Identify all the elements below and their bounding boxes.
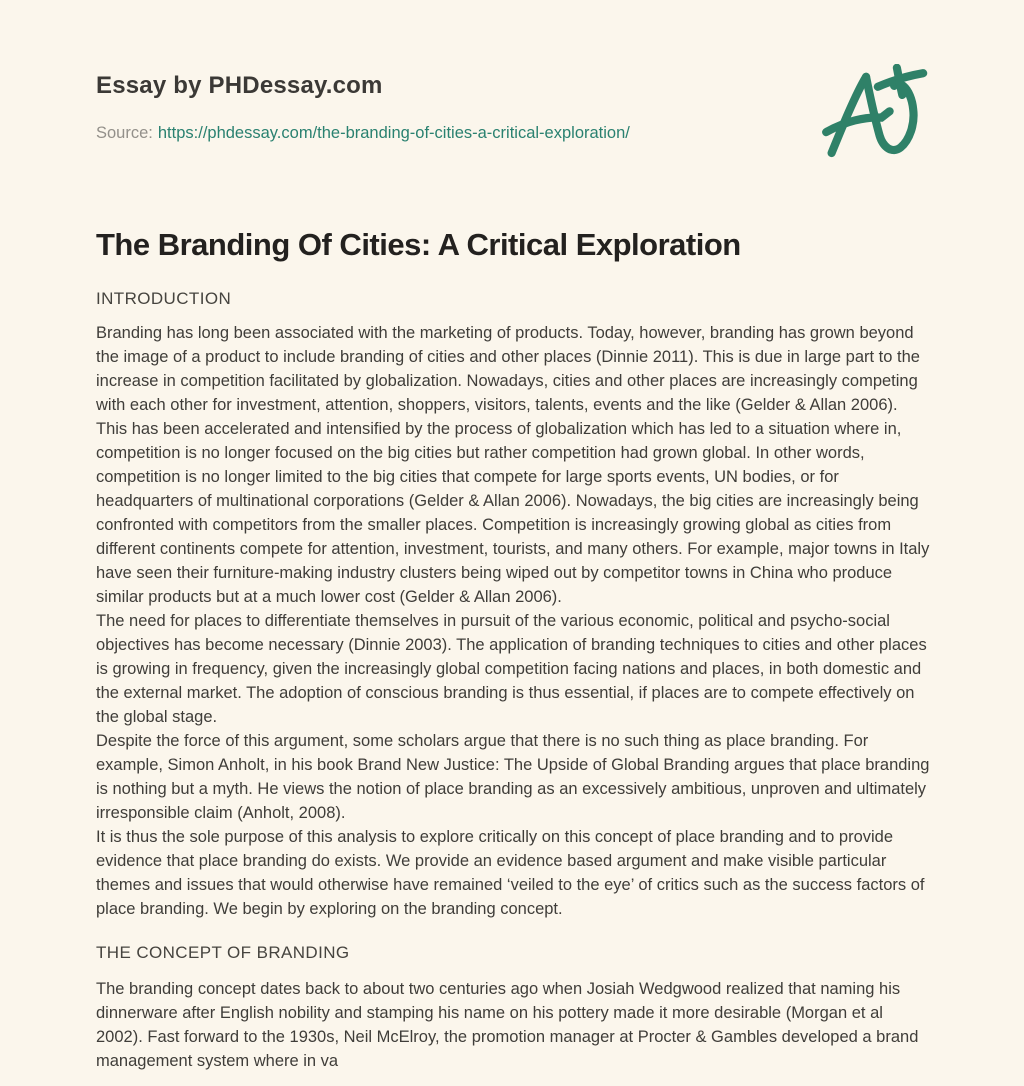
document-header bbox=[96, 0, 932, 143]
source-link[interactable]: https://phdessay.com/the-branding-of-cities-a-critical-exploration/ bbox=[157, 124, 630, 142]
essay-title: The Branding Of Cities: A Critical Exploration bbox=[96, 227, 741, 262]
byline: Essay by PHDessay.com bbox=[96, 72, 383, 99]
paragraph: Despite the force of this argument, some scholars argue that there is no such thing as place branding. For example, Simon Anholt, in his book Brand New Justice: The Upside of Global Branding argues that place branding is nothing but a myth. He views the notion of place branding as an excessively ambitious, unproven and ultimately irresponsible claim (Anholt, 2008). bbox=[96, 732, 930, 822]
essay-content bbox=[96, 227, 932, 1073]
source-label: Source: bbox=[96, 124, 153, 142]
paragraph: The branding concept dates back to about two centuries ago when Josiah Wedgwood realized that naming his dinnerware after English nobility and stamping his name on his pottery made it more desirable (Morgan et al 2002). Fast forward to the 1930s, Neil McElroy, the promotion manager at Procter & Gambles developed a brand management system where in va bbox=[96, 980, 919, 1070]
paragraph: The need for places to differentiate themselves in pursuit of the various economic, political and psycho-social objectives has become necessary (Dinnie 2003). The application of branding techniques to cities and other places is growing in frequency, given the increasingly global competition facing nations and places, in both domestic and the external market. The adoption of conscious branding is thus essential, if places are to compete effectively on the global stage. bbox=[96, 612, 927, 726]
section-heading-concept-of-branding: THE CONCEPT OF BRANDING bbox=[96, 943, 350, 962]
aplus-logo-icon bbox=[818, 64, 954, 164]
source-row bbox=[96, 124, 932, 143]
paragraph: It is thus the sole purpose of this analysis to explore critically on this concept of place branding and to provide evidence that place branding do exists. We provide an evidence based argument and make visible particular themes and issues that would otherwise have remained ‘veiled to the eye’ of critics such as the success factors of place branding. We begin by exploring on the branding concept. bbox=[96, 828, 925, 918]
paragraph: Branding has long been associated with the marketing of products. Today, however, branding has grown beyond the image of a product to include branding of cities and other places (Dinnie 2011). This is due in large part to the increase in competition facilitated by globalization. Nowadays, cities and other places are increasingly competing with each other for investment, attention, shoppers, visitors, talents, events and the like (Gelder & Allan 2006). This has been accelerated and intensified by the process of globalization which has led to a situation where in, competition is no longer focused on the big cities but rather competition had grown global. In other words, competition is no longer limited to the big cities that compete for large sports events, UN bodies, or for headquarters of multinational corporations (Gelder & Allan 2006). Nowadays, the big cities are increasingly being confronted with competitors from the smaller places. Competition is increasingly growing global as cities from different continents compete for attention, investment, tourists, and many others. For example, major towns in Italy have seen their furniture-making industry clusters being wiped out by competitor towns in China who produce similar products but at a much lower cost (Gelder & Allan 2006). bbox=[96, 324, 930, 606]
section-heading-introduction: INTRODUCTION bbox=[96, 289, 232, 308]
